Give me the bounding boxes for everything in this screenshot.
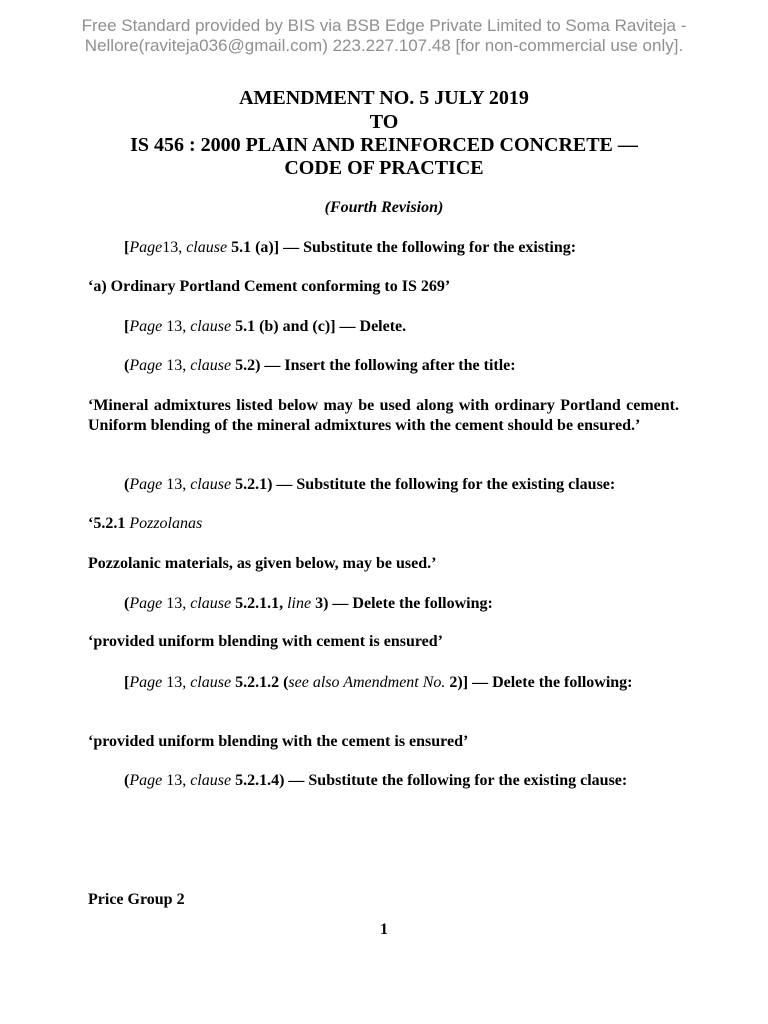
amendment-item-7: (Page 13, clause 5.2.1.4) — Substitute the following for the existing clause:	[124, 772, 628, 789]
amendment-text-1: ‘a) Ordinary Portland Cement conforming to IS 269’	[88, 278, 451, 295]
amendment-item-6: [Page 13, clause 5.2.1.2 (see also Amendment No. 2)] — Delete the following:	[124, 674, 633, 691]
clause-heading-5-2-1: ‘5.2.1 Pozzolanas	[88, 515, 203, 532]
amendment-item-5: (Page 13, clause 5.2.1.1, line 3) — Delete the following:	[124, 595, 493, 612]
title-to: TO	[369, 111, 399, 133]
amendment-text-4: Pozzolanic materials, as given below, may be used.’	[88, 555, 437, 572]
amendment-item-3: (Page 13, clause 5.2) — Insert the following after the title:	[124, 357, 516, 374]
amendment-text-5: ‘provided uniform blending with cement is ensured’	[88, 633, 443, 650]
page-number: 1	[380, 921, 388, 938]
amendment-title: AMENDMENT NO. 5 JULY 2019	[239, 87, 529, 109]
download-watermark	[0, 16, 768, 56]
watermark-line-2: Nellore(raviteja036@gmail.com) 223.227.107.48 [for non-commercial use only].	[84, 36, 684, 55]
standard-subtitle: CODE OF PRACTICE	[284, 157, 484, 179]
amendment-text-3: ‘Mineral admixtures listed below may be used along with ordinary Portland cement. Uniform blending of the mineral admixtures with the cement should be ensured.’	[88, 397, 679, 434]
standard-title: IS 456 : 2000 PLAIN AND REINFORCED CONCRETE —	[130, 134, 638, 156]
revision-note: (Fourth Revision)	[324, 199, 444, 216]
watermark-line-1: Free Standard provided by BIS via BSB Edge Private Limited to Soma Raviteja -	[81, 16, 687, 35]
amendment-text-6: ‘provided uniform blending with the cement is ensured’	[88, 733, 469, 750]
price-group: Price Group 2	[88, 891, 185, 908]
amendment-item-4: (Page 13, clause 5.2.1) — Substitute the following for the existing clause:	[124, 476, 616, 493]
amendment-item-2: [Page 13, clause 5.1 (b) and (c)] — Delete.	[124, 318, 407, 335]
amendment-item-1: [Page13, clause 5.1 (a)] — Substitute the following for the existing:	[124, 239, 577, 256]
